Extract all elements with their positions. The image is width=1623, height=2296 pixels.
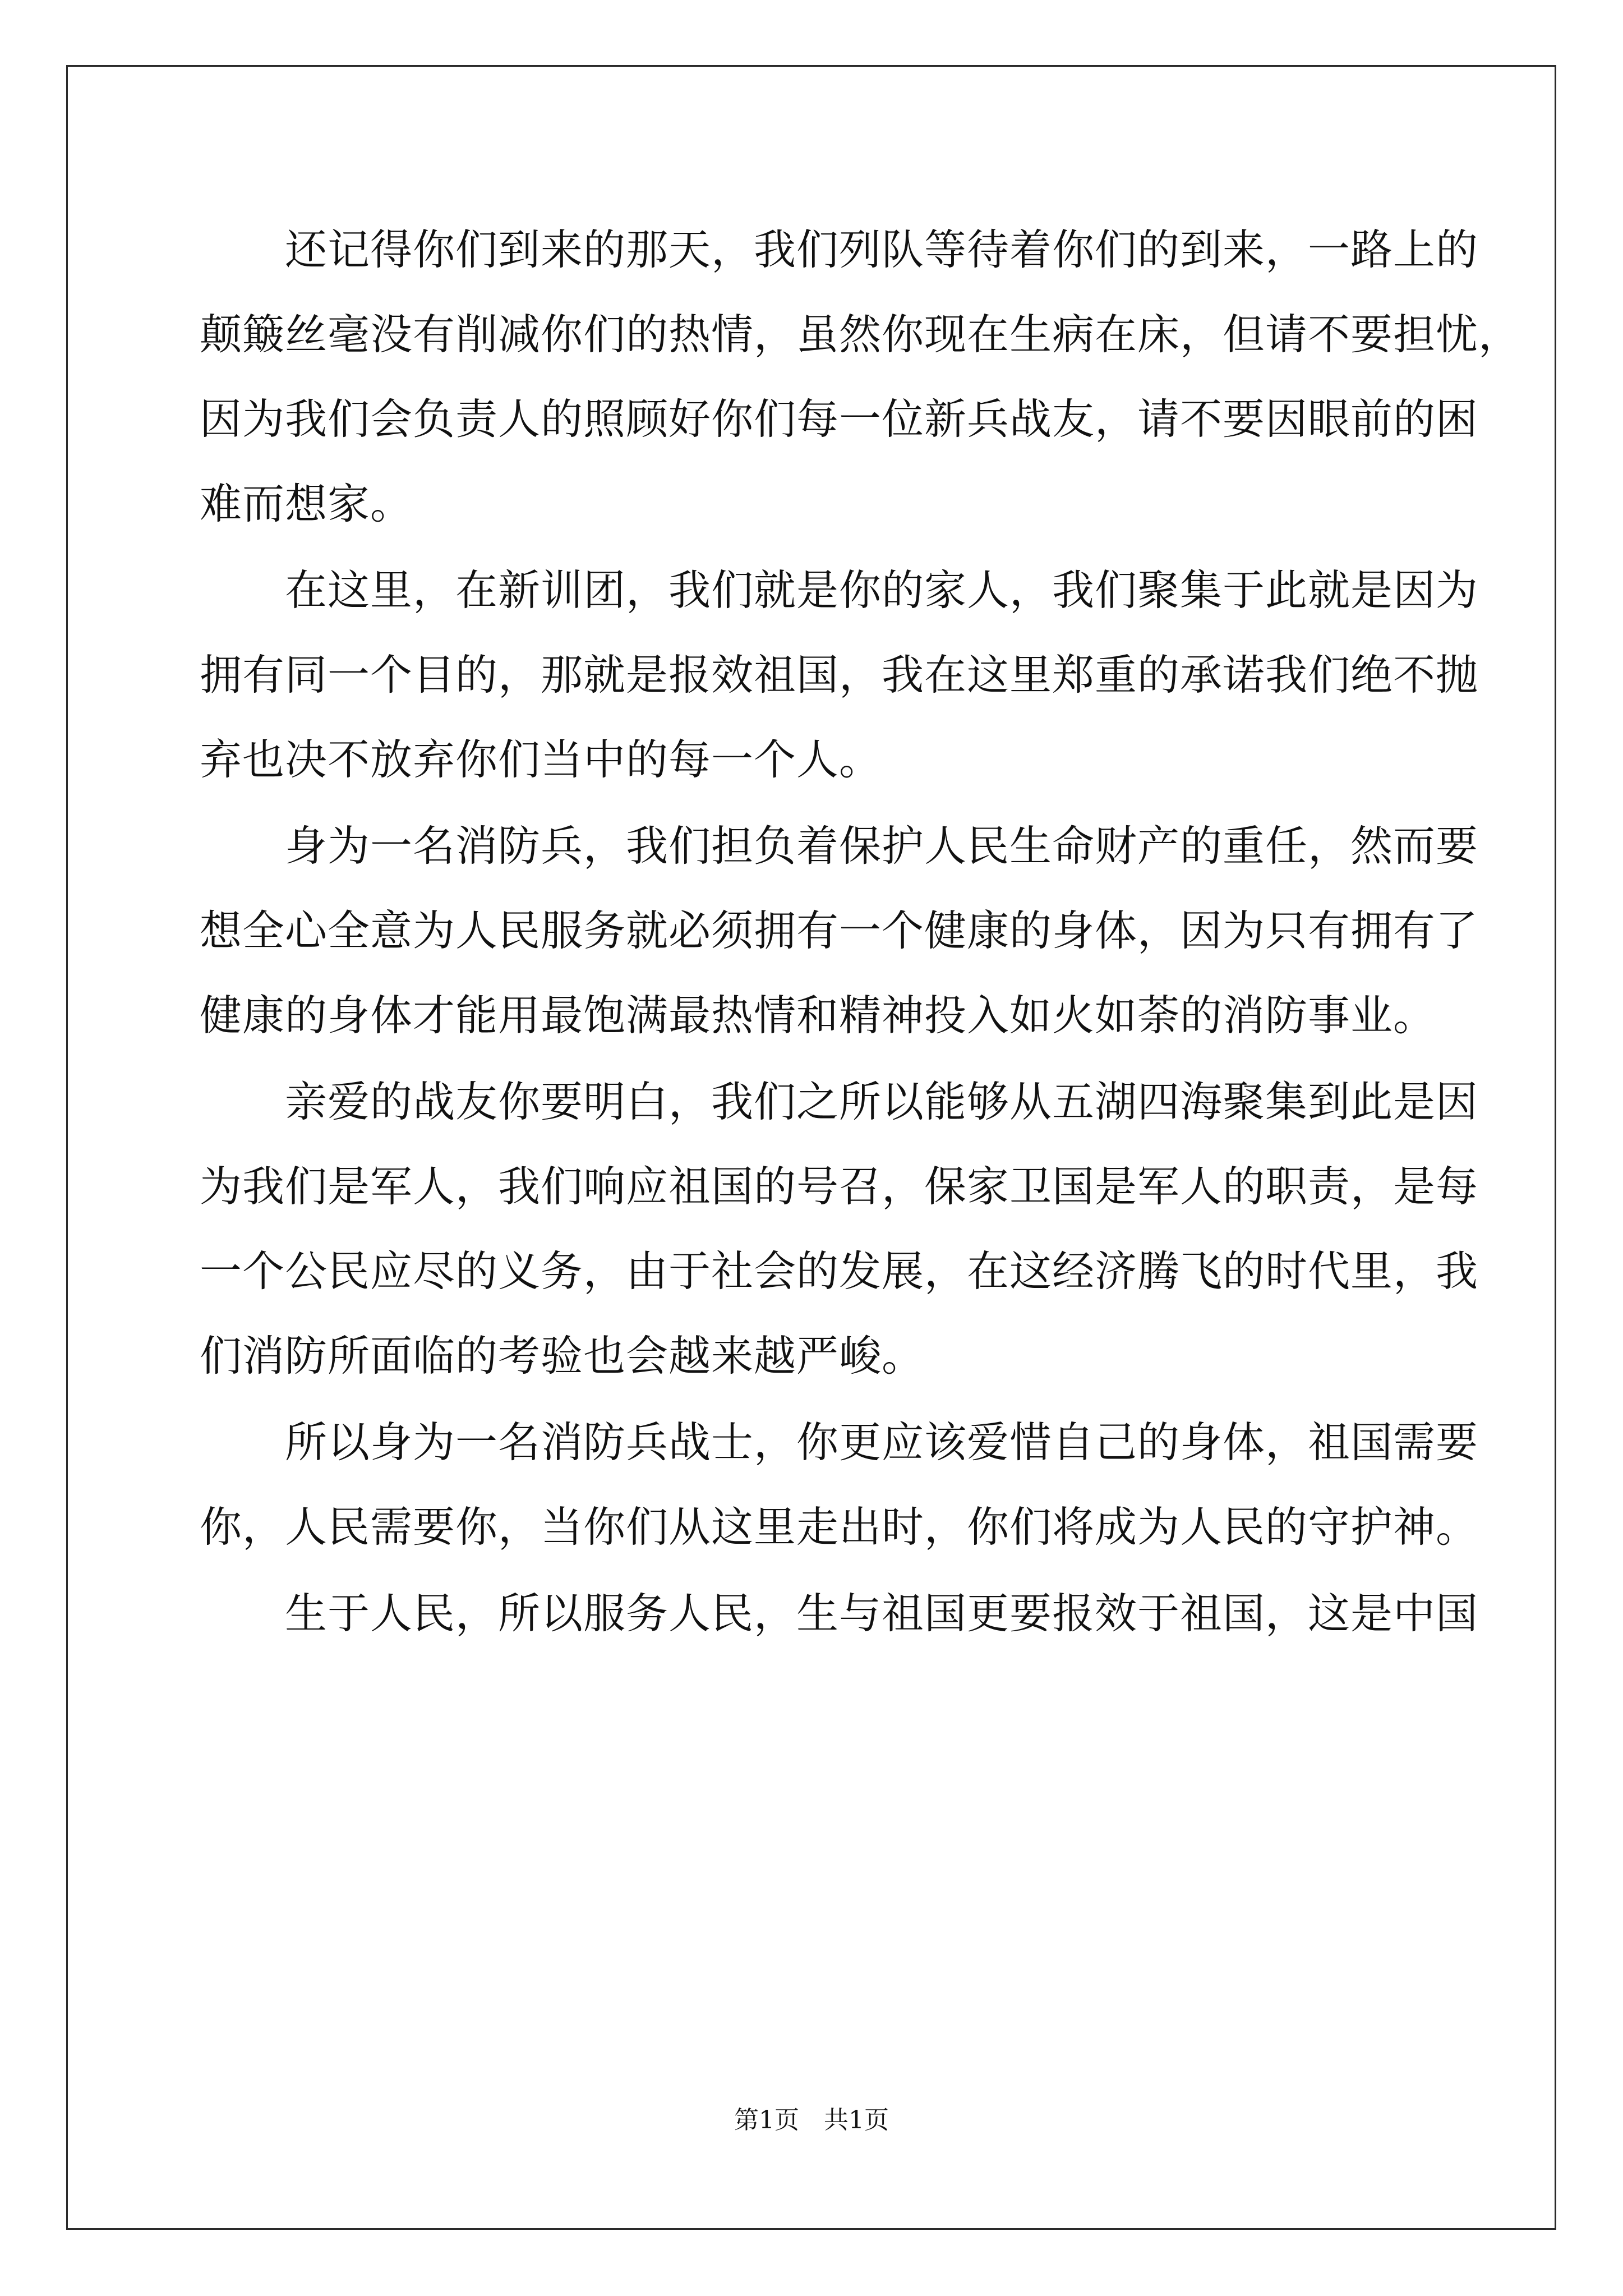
text-line: 亲爱的战友你要明白，我们之所以能够从五湖四海聚集到此是因 — [200, 1077, 1479, 1126]
text-line: 为我们是军人，我们响应祖国的号召，保家卫国是军人的职责，是每 — [200, 1162, 1479, 1211]
text-line: 拥有同一个目的，那就是报效祖国，我在这里郑重的承诺我们绝不抛 — [200, 650, 1479, 700]
text-line: 生于人民，所以服务人民，生与祖国更要报效于祖国，这是中国 — [200, 1589, 1479, 1638]
text-line: 所以身为一名消防兵战士，你更应该爱惜自己的身体，祖国需要 — [200, 1418, 1479, 1467]
text-line: 因为我们会负责人的照顾好你们每一位新兵战友，请不要因眼前的困 — [200, 394, 1479, 444]
text-line: 在这里，在新训团，我们就是你的家人，我们聚集于此就是因为 — [200, 565, 1479, 615]
text-line: 难而想家。 — [200, 479, 413, 528]
text-line: 一个公民应尽的义务，由于社会的发展，在这经济腾飞的时代里，我 — [200, 1246, 1479, 1296]
text-line: 弃也决不放弃你们当中的每一个人。 — [200, 735, 882, 784]
text-line: 健康的身体才能用最饱满最热情和精神投入如火如荼的消防事业。 — [200, 991, 1436, 1040]
text-line: 们消防所面临的考验也会越来越严峻。 — [200, 1331, 925, 1381]
text-line: 身为一名消防兵，我们担负着保护人民生命财产的重任，然而要 — [200, 821, 1479, 871]
text-line: 还记得你们到来的那天，我们列队等待着你们的到来，一路上的 — [200, 225, 1479, 274]
text-line: 你，人民需要你，当你们从这里走出时，你们将成为人民的守护神。 — [200, 1502, 1479, 1552]
text-line: 颠簸丝毫没有削减你们的热情，虽然你现在生病在床，但请不要担忧， — [200, 310, 1521, 359]
text-line: 想全心全意为人民服务就必须拥有一个健康的身体，因为只有拥有了 — [200, 906, 1479, 955]
page-number-footer: 第1页 共1页 — [734, 2106, 889, 2134]
